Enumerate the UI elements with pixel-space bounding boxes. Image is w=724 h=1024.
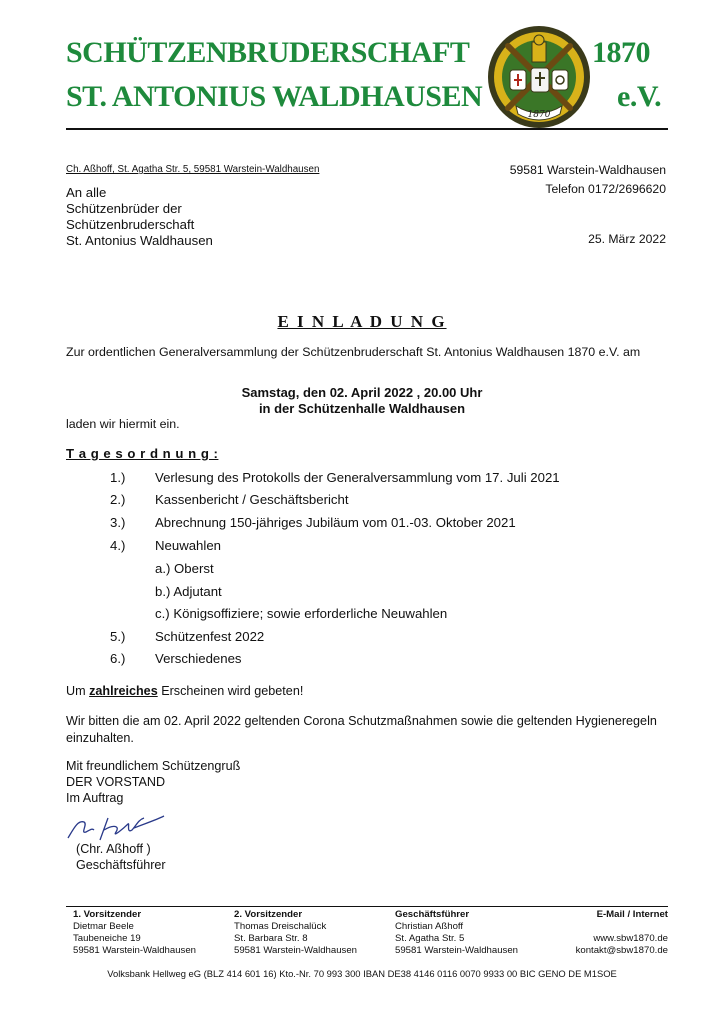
footer-col-manager xyxy=(395,909,518,957)
closing-line: DER VORSTAND xyxy=(66,775,166,789)
footer-col-line: St. Agatha Str. 5 xyxy=(395,933,465,944)
footer-col-contact xyxy=(576,909,668,957)
intro-text: Zur ordentlichen Generalversammlung der Schützenbruderschaft St. Antonius Waldhausen 1870 e.V. am xyxy=(66,345,641,359)
footer-col-title: 2. Vorsitzender xyxy=(234,909,303,920)
corona-note: Wir bitten die am 02. April 2022 geltenden Corona Schutzmaßnahmen sowie die geltenden Hygieneregeln einzuhalten. xyxy=(66,714,657,745)
footer-col-chair xyxy=(73,909,196,957)
agenda-item-number: 4.) xyxy=(110,538,126,553)
agenda-item-number: 3.) xyxy=(110,515,126,530)
seal-year-text: 1870 xyxy=(527,110,551,120)
recipient-address xyxy=(66,185,213,249)
footer-col-line xyxy=(576,921,668,933)
closing-line: Im Auftrag xyxy=(66,791,124,805)
event-date: Samstag, den 02. April 2022 , 20.00 Uhr xyxy=(241,385,483,400)
recipient-line: An alle xyxy=(66,185,107,200)
agenda-item-text: Schützenfest 2022 xyxy=(155,629,265,644)
founding-year: 1870 xyxy=(592,36,650,69)
recipient-line: St. Antonius Waldhausen xyxy=(66,233,213,248)
sender-line: Ch. Aßhoff, St. Agatha Str. 5, 59581 Warstein-Waldhausen xyxy=(66,164,320,175)
footer-website: www.sbw1870.de xyxy=(593,933,668,944)
request-text-after: Erscheinen wird gebeten! xyxy=(157,684,304,698)
footer-rule xyxy=(66,906,668,907)
agenda-heading: T a g e s o r d n u n g : xyxy=(66,446,219,461)
org-name-line1: SCHÜTZENBRUDERSCHAFT xyxy=(66,36,470,69)
contact-city: 59581 Warstein-Waldhausen xyxy=(509,163,666,177)
brotherhood-seal xyxy=(486,24,592,130)
footer-col-line: Taubeneiche 19 xyxy=(73,933,141,944)
closing-block xyxy=(66,758,240,806)
agenda-item-number: 1.) xyxy=(110,470,126,485)
contact-phone: Telefon 0172/2696620 xyxy=(545,182,666,196)
attendance-request xyxy=(66,683,303,699)
agenda-item-number: 5.) xyxy=(110,629,126,644)
header-rule xyxy=(66,128,668,130)
agenda-item-text: Neuwahlen xyxy=(155,538,221,553)
footer-col-line: Dietmar Beele xyxy=(73,921,134,932)
agenda-item-text: Abrechnung 150-jähriges Jubiläum vom 01.-03. Oktober 2021 xyxy=(155,515,516,530)
footer-col-title: Geschäftsführer xyxy=(395,909,470,920)
title-wrap xyxy=(0,312,724,332)
footer-col-line: Christian Aßhoff xyxy=(395,921,464,932)
invite-line: laden wir hiermit ein. xyxy=(66,417,180,431)
bank-details: Volksbank Hellweg eG (BLZ 414 601 16) Kto.-Nr. 70 993 300 IBAN DE38 4146 0116 0070 9933 00 BIC GENO DE M1SOE xyxy=(107,968,617,979)
agenda-item-text: Verschiedenes xyxy=(155,651,242,666)
agenda-item-number: 6.) xyxy=(110,651,126,666)
event-location: in der Schützenhalle Waldhausen xyxy=(258,401,466,416)
event-details xyxy=(0,385,724,417)
agenda-subitem: a.) Oberst xyxy=(155,561,214,576)
request-emphasis: zahlreiches xyxy=(89,684,158,698)
footer-col-line: Thomas Dreischalück xyxy=(234,921,327,932)
signature-block xyxy=(76,841,166,873)
agenda-item-text: Kassenbericht / Geschäftsbericht xyxy=(155,492,349,507)
contact-block xyxy=(510,162,666,197)
agenda-item-number: 2.) xyxy=(110,492,126,507)
agenda-item-text: Verlesung des Protokolls der Generalversammlung vom 17. Juli 2021 xyxy=(155,470,560,485)
footer-email: kontakt@sbw1870.de xyxy=(575,945,668,956)
footer-col-title: 1. Vorsitzender xyxy=(73,909,142,920)
footer-col-line: 59581 Warstein-Waldhausen xyxy=(234,945,358,956)
footer-col-line: St. Barbara Str. 8 xyxy=(234,933,308,944)
footer-col-vice-chair xyxy=(234,909,357,957)
agenda-subitem: c.) Königsoffiziere; sowie erforderliche Neuwahlen xyxy=(155,606,448,621)
org-name-line2: ST. ANTONIUS WALDHAUSEN xyxy=(66,80,483,113)
signatory-role: Geschäftsführer xyxy=(76,858,166,872)
recipient-line: Schützenbruderschaft xyxy=(66,217,195,232)
letter-title: E I N L A D U N G xyxy=(277,312,447,331)
recipient-line: Schützenbrüder der xyxy=(66,201,182,216)
footer-col-line: 59581 Warstein-Waldhausen xyxy=(73,945,197,956)
saint-head xyxy=(534,35,544,45)
agenda-subitem: b.) Adjutant xyxy=(155,584,222,599)
footer-col-title: E-Mail / Internet xyxy=(596,909,668,920)
legal-form: e.V. xyxy=(617,80,662,113)
footer-col-line: 59581 Warstein-Waldhausen xyxy=(395,945,519,956)
handwritten-signature xyxy=(64,810,174,844)
letter-date: 25. März 2022 xyxy=(588,232,666,246)
shield-right xyxy=(552,70,568,90)
closing-line: Mit freundlichem Schützengruß xyxy=(66,759,241,773)
request-text-before: Um xyxy=(66,684,90,698)
signatory-name: (Chr. Aßhoff ) xyxy=(76,842,151,856)
